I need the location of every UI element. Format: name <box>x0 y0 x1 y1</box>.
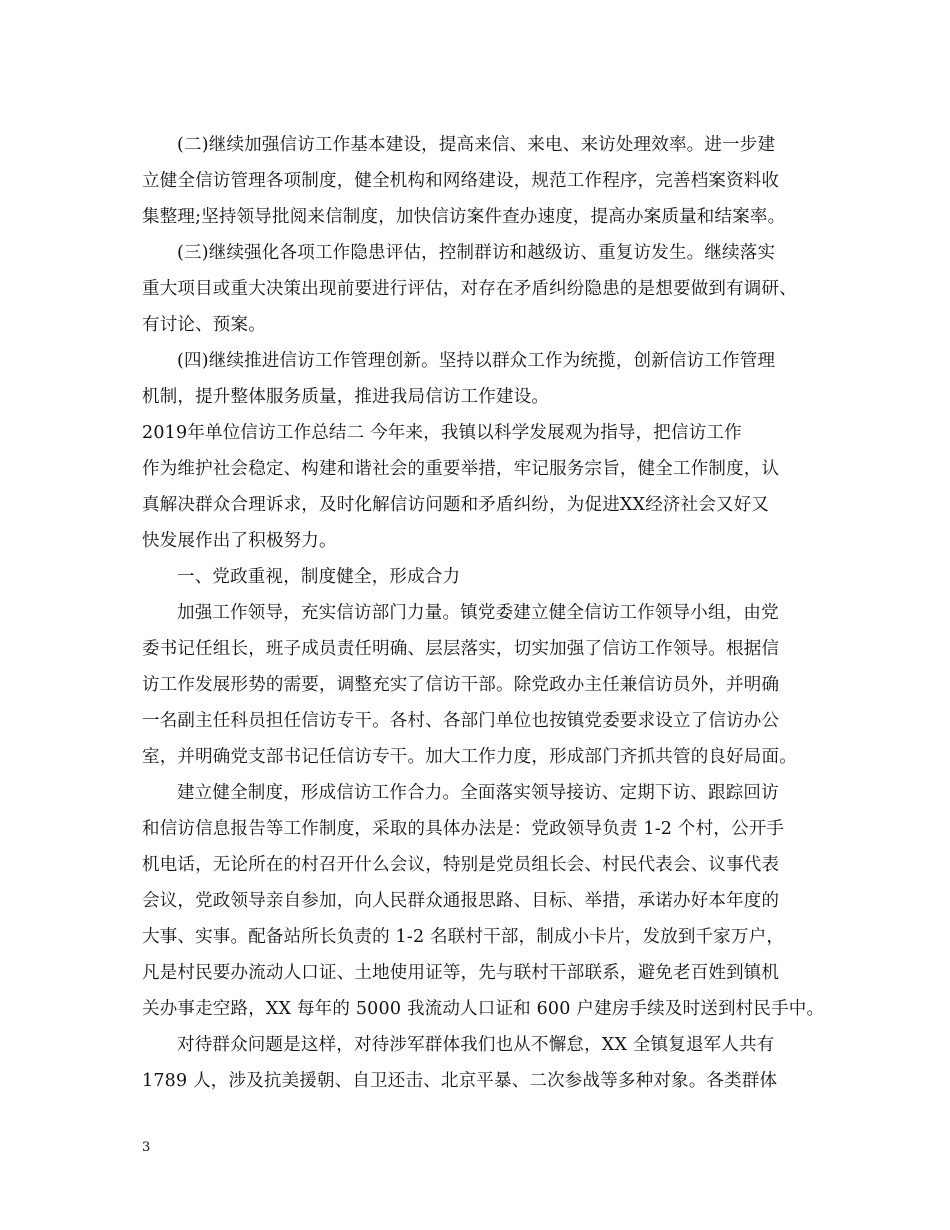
text-line: 重大项目或重大决策出现前要进行评估，对存在矛盾纠纷隐患的是想要做到有调研、 <box>142 279 797 299</box>
text-line: 和信访信息报告等工作制度，采取的具体办法是：党政领导负责 1-2 个村，公开手 <box>142 819 785 839</box>
text-line: 凡是村民要办流动人口证、土地使用证等，先与联村干部联系，避免老百姓到镇机 <box>142 963 780 983</box>
text-line: 快发展作出了积极努力。 <box>142 531 337 551</box>
text-line: 机电话，无论所在的村召开什么会议，特别是党员组长会、村民代表会、议事代表 <box>142 855 780 875</box>
text-line: (二)继续加强信访工作基本建设，提高来信、来电、来访处理效率。进一步建 <box>177 135 776 155</box>
text-line: 真解决群众合理诉求，及时化解信访问题和矛盾纠纷，为促进XX经济社会又好又 <box>142 495 770 515</box>
text-line: 加强工作领导，充实信访部门力量。镇党委建立健全信访工作领导小组，由党 <box>177 603 779 623</box>
text-line: 1789 人，涉及抗美援朝、自卫还击、北京平暴、二次参战等多种对象。各类群体 <box>142 1071 778 1091</box>
text-line: 有讨论、预案。 <box>142 315 266 335</box>
text-line: 会议，党政领导亲自参加，向人民群众通报思路、目标、举措，承诺办好本年度的 <box>142 891 780 911</box>
text-line: 室，并明确党支部书记任信访专干。加大工作力度，形成部门齐抓共管的良好局面。 <box>142 747 797 767</box>
text-line: (三)继续强化各项工作隐患评估，控制群访和越级访、重复访发生。继续落实 <box>177 243 776 263</box>
text-line: 机制，提升整体服务质量，推进我局信访工作建设。 <box>142 387 550 407</box>
text-line: 作为维护社会稳定、构建和谐社会的重要举措，牢记服务宗旨，健全工作制度，认 <box>142 459 780 479</box>
text-line: 一名副主任科员担任信访专干。各村、各部门单位也按镇党委要求设立了信访办公 <box>142 711 780 731</box>
text-line: 建立健全制度，形成信访工作合力。全面落实领导接访、定期下访、跟踪回访 <box>177 783 779 803</box>
text-line: 访工作发展形势的需要，调整充实了信访干部。除党政办主任兼信访员外，并明确 <box>142 675 780 695</box>
text-line: 委书记任组长，班子成员责任明确、层层落实，切实加强了信访工作领导。根据信 <box>142 639 780 659</box>
page-number: 3 <box>142 1140 151 1155</box>
subheading-line: 一、党政重视，制度健全，形成合力 <box>177 567 461 587</box>
text-line: 关办事走空路，XX 每年的 5000 我流动人口证和 600 户建房手续及时送到村民手中。 <box>142 999 825 1019</box>
text-line: 集整理;坚持领导批阅来信制度，加快信访案件查办速度，提高办案质量和结案率。 <box>142 207 786 227</box>
section-heading-line: 2019年单位信访工作总结二 今年来，我镇以科学发展观为指导，把信访工作 <box>142 423 742 443</box>
text-line: 大事、实事。配备站所长负责的 1-2 名联村干部，制成小卡片，发放到千家万户， <box>142 927 785 947</box>
text-line: (四)继续推进信访工作管理创新。坚持以群众工作为统揽，创新信访工作管理 <box>177 351 776 371</box>
text-line: 对待群众问题是这样，对待涉军群体我们也从不懈怠，XX 全镇复退军人共有 <box>177 1035 775 1055</box>
text-line: 立健全信访管理各项制度，健全机构和网络建设，规范工作程序，完善档案资料收 <box>142 171 780 191</box>
